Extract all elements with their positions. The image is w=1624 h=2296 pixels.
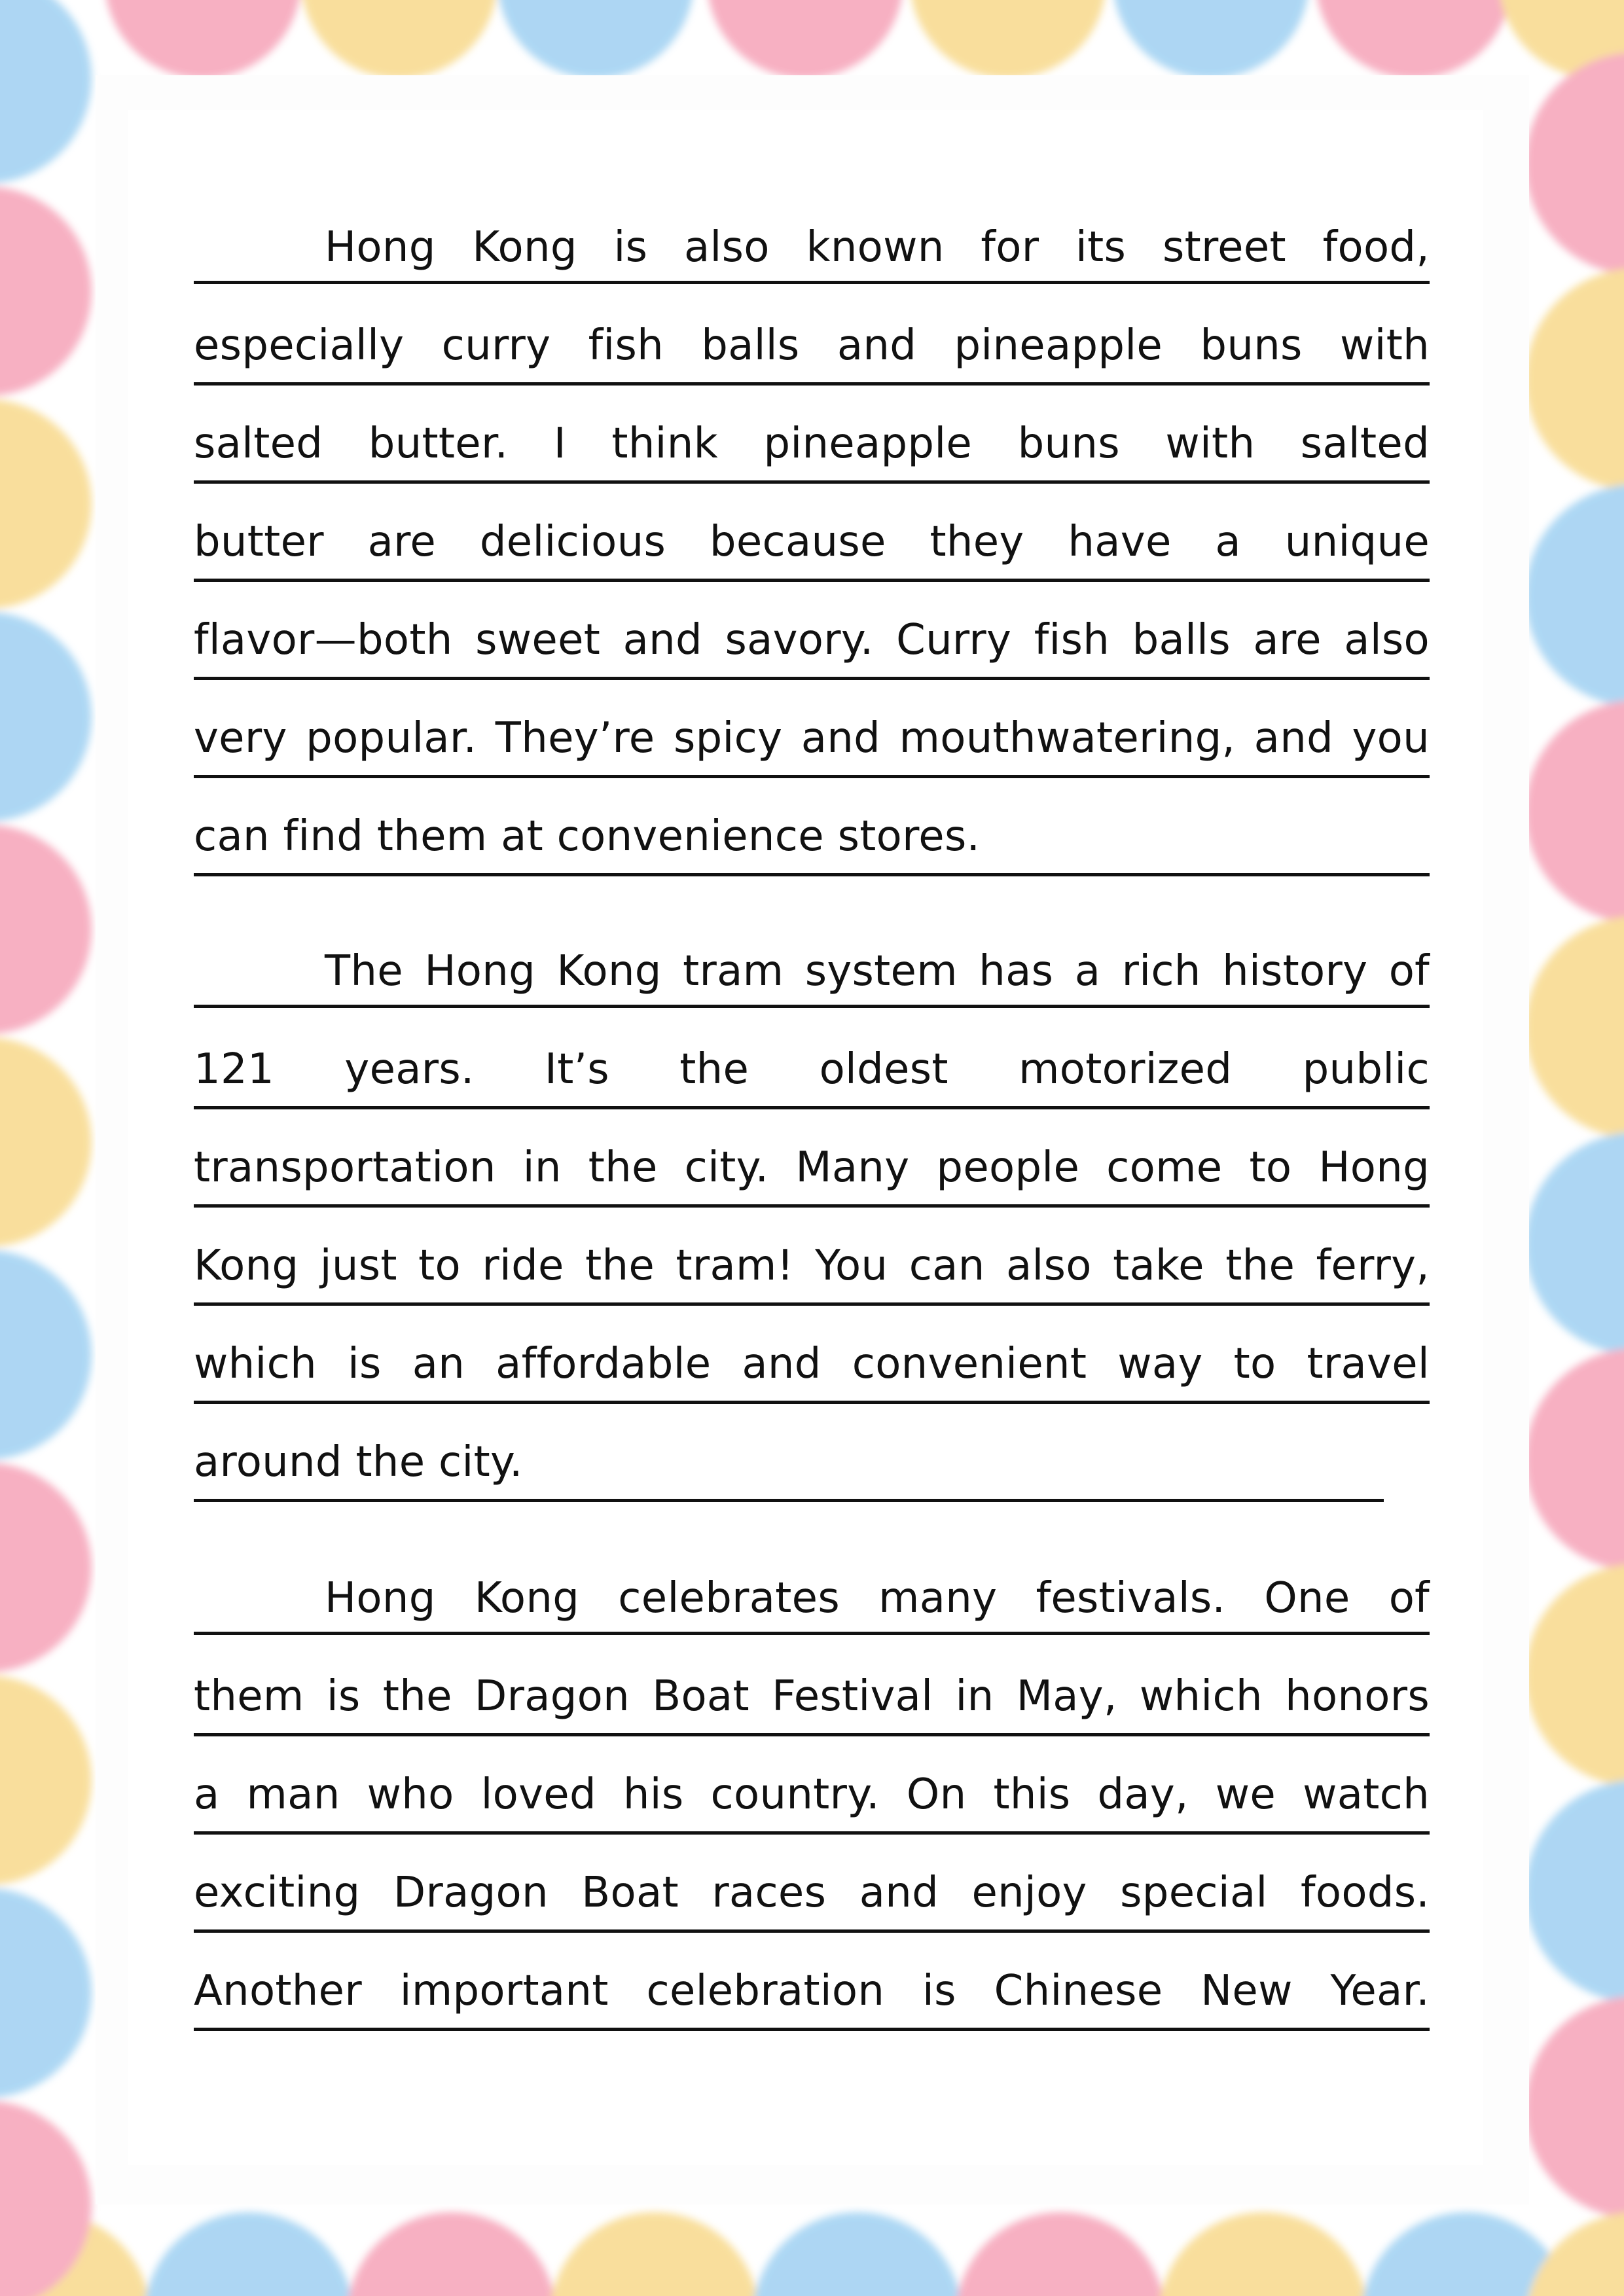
border-dot-left: [0, 399, 92, 609]
paragraph-2-line-3: transportation in the city. Many people come to Hong: [194, 1131, 1430, 1208]
paragraph-1-line-4: butter are delicious because they have a unique: [194, 505, 1430, 582]
border-dot-left: [0, 1037, 92, 1247]
border-dot-left: [0, 1250, 92, 1460]
border-dot-bottom: [347, 2212, 556, 2296]
paragraph-1-line-2: especially curry fish balls and pineapple buns with: [194, 309, 1430, 386]
border-dot-left: [0, 187, 92, 396]
paragraph-2-line-2: 121 years. It’s the oldest motorized public: [194, 1033, 1430, 1109]
paragraph-3-line-1: Hong Kong celebrates many festivals. One of: [194, 1562, 1430, 1635]
border-dot-right: [1525, 916, 1624, 1139]
paragraph-1-line-6: very popular. They’re spicy and mouthwatering, and you: [194, 702, 1430, 778]
border-dot-right: [1525, 1132, 1624, 1355]
border-dot-bottom: [550, 2212, 759, 2296]
border-dot-left: [0, 1888, 92, 2098]
border-dot-left: [0, 0, 92, 183]
border-dot-right: [1525, 52, 1624, 275]
paragraph-2-line-1: The Hong Kong tram system has a rich history of: [194, 935, 1430, 1008]
border-dot-bottom: [956, 2212, 1165, 2296]
border-dot-left: [0, 1676, 92, 1885]
paragraph-1-line-1: Hong Kong is also known for its street food,: [194, 211, 1430, 284]
border-dot-top: [105, 0, 301, 79]
paragraph-2-line-4: Kong just to ride the tram! You can also take the ferry,: [194, 1229, 1430, 1306]
border-dot-top: [301, 0, 497, 79]
border-dot-right: [1525, 1996, 1624, 2219]
paragraph-2-line-5: which is an affordable and convenient way to travel: [194, 1327, 1430, 1404]
border-dot-bottom: [753, 2212, 962, 2296]
border-dot-top: [707, 0, 903, 79]
border-dot-right: [1525, 700, 1624, 923]
border-dot-top: [1316, 0, 1512, 79]
border-dot-right: [1525, 484, 1624, 707]
paragraph-3-line-2: them is the Dragon Boat Festival in May, which honors: [194, 1660, 1430, 1736]
border-dot-right: [1525, 1564, 1624, 1787]
border-dot-right: [1525, 1780, 1624, 2003]
border-dot-top: [910, 0, 1106, 79]
border-dot-right: [1525, 1348, 1624, 1571]
paragraph-1-line-5: flavor—both sweet and savory. Curry fish balls are also: [194, 603, 1430, 680]
border-dot-left: [0, 825, 92, 1034]
border-dot-top: [1113, 0, 1309, 79]
border-dot-left: [0, 1463, 92, 1672]
paragraph-3-line-4: exciting Dragon Boat races and enjoy special foods.: [194, 1856, 1430, 1933]
border-dot-top: [497, 0, 694, 79]
border-dot-bottom: [144, 2212, 353, 2296]
border-dot-right: [1525, 268, 1624, 491]
border-dot-left: [0, 612, 92, 821]
paragraph-2-line-6: around the city.: [194, 1426, 1384, 1502]
paragraph-1-line-3: salted butter. I think pineapple buns with salted: [194, 407, 1430, 484]
paragraph-1-line-7: can find them at convenience stores.: [194, 800, 1430, 876]
border-dot-bottom: [1159, 2212, 1368, 2296]
paragraph-3-line-5: Another important celebration is Chinese New Year.: [194, 1954, 1430, 2031]
paragraph-3-line-3: a man who loved his country. On this day, we watch: [194, 1758, 1430, 1835]
